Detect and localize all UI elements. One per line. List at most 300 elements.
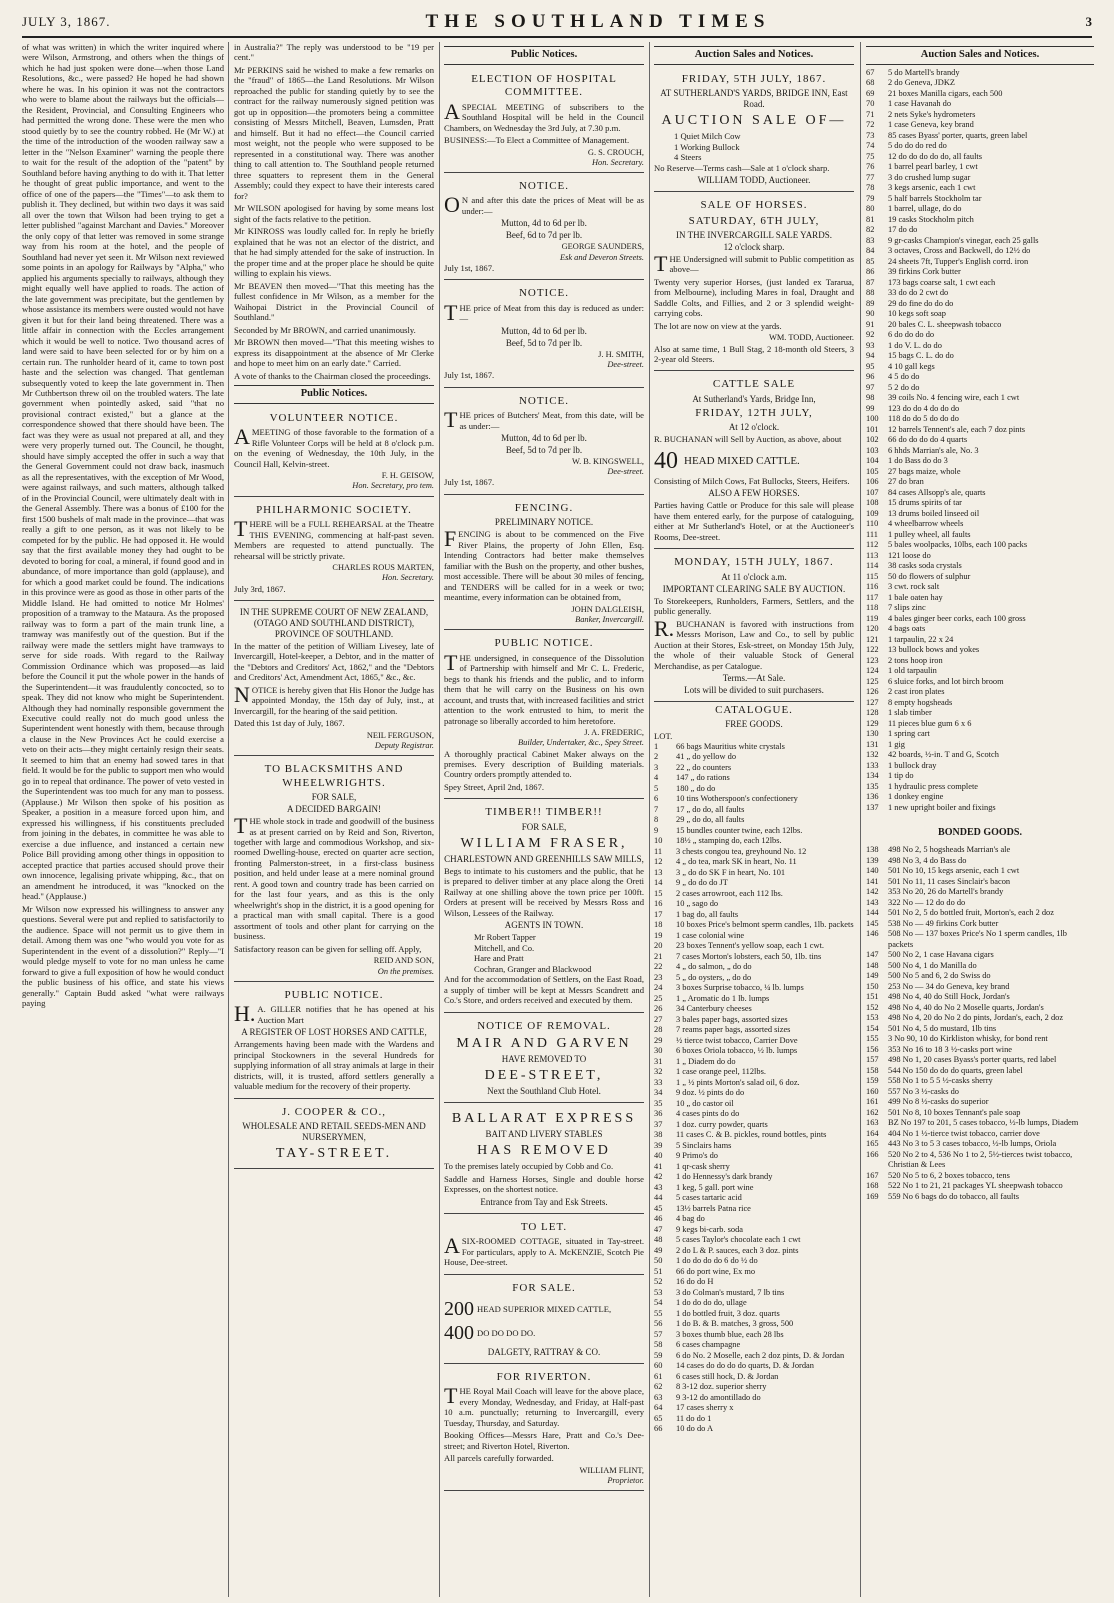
ad-date: July 1st, 1867. — [444, 262, 495, 273]
lot-row — [866, 435, 1094, 446]
ad-date: July 3rd, 1867. — [234, 583, 286, 594]
lot-row — [654, 1256, 854, 1267]
article-paragraph: Mr Wilson now expressed his willingness to answer any questions. Several were put and replied to satisfactorily to the audience. Space will not permit us to give them in detail. Among them was one "who would you vote for as Superintendent in the event of a dissolution?" Reply—"I would pledge myself to vote for no man unless he came forward to give a full exposition of how he would conduct the public business of his office, and state his views generally." Captain Budd asked "what were railways paying — [22, 903, 224, 1009]
lot-description: 520 No 2 to 4, 536 No 1 to 2, 5½-tierces twist tobacco, Christian & Lees — [888, 1149, 1073, 1170]
lot-row — [654, 1004, 854, 1015]
lot-description: 6 cases still hock, D. & Jordan — [676, 1371, 779, 1381]
lot-number: 162 — [866, 1107, 879, 1117]
lot-row — [654, 931, 854, 942]
lot-number: 27 — [654, 1014, 663, 1024]
lot-number: 92 — [866, 330, 875, 340]
lot-description: 5 half barrels Stockholm tar — [888, 193, 982, 203]
lot-number: 129 — [866, 718, 879, 728]
lot-number: 2 — [654, 752, 659, 762]
ad-date: Dated this 1st day of July, 1867. — [234, 718, 345, 729]
lot-description: 1 slab timber — [888, 708, 932, 718]
lot-row — [654, 1267, 854, 1278]
lot-number: 25 — [654, 993, 663, 1003]
lot-row — [654, 889, 854, 900]
lot-row — [866, 330, 1094, 341]
ad-title: ELECTION OF HOSPITAL COMMITTEE. — [471, 72, 617, 99]
lot-number: 99 — [866, 403, 875, 413]
lot-description: 33 do do 2 cwt do — [888, 288, 949, 298]
lot-number: 26 — [654, 1004, 663, 1014]
lot-row — [866, 414, 1094, 425]
ad-body: THE undersigned, in consequence of the Dissolution of Partnership with himself and Mr C. L. Frederic, begs to thank his friends and the public, and to inform them that he will carry on the Business on his own account, and trusts that, with increased facilities and strict attention to the work entrusted to him, to merit the patronage so liberally accorded to him heretofore. — [444, 649, 644, 726]
lot-description: 1 tip do — [888, 771, 914, 781]
lot-number: 40 — [654, 1151, 663, 1161]
lot-row — [866, 635, 1094, 646]
lot-row — [654, 742, 854, 753]
lot-row — [866, 173, 1094, 184]
lot-description: 11 cases C. & B. pickles, round bottles, pints — [676, 1130, 827, 1140]
lot-number: 17 — [654, 909, 663, 919]
lot-description: 9 doz. ½ pints do do — [676, 1088, 745, 1098]
ad-body: THE prices of Butchers' Meat, from this date, will be as under:— — [444, 407, 644, 433]
ad-title: PHILHARMONIC SOCIETY. — [256, 503, 412, 516]
lot-description: 13½ barrels Patna rice — [676, 1203, 751, 1213]
lot-number: 69 — [866, 88, 875, 98]
lot-row — [866, 1181, 1094, 1192]
lot-description: 24 sheets 7ft, Tupper's English corrd. iron — [888, 256, 1029, 266]
lot-row — [866, 278, 1094, 289]
lot-description: 118 do do 5 do do do — [888, 414, 959, 424]
ad-body: Parties having Cattle or Produce for this sale will please have them entered early, for the purpose of cataloguing, either at Mr Sutherland's Hotel, or at the Auctioneer's Rooms, Dee-street. — [654, 500, 854, 542]
lot-number: 68 — [866, 78, 875, 88]
lot-description: 66 bags Mauritius white crystals — [676, 741, 785, 751]
lot-number: 50 — [654, 1256, 663, 1266]
ad-signature: F. H. GEISOW, — [381, 471, 434, 481]
lot-row — [654, 1025, 854, 1036]
lot-number: 75 — [866, 151, 875, 161]
lot-row — [866, 341, 1094, 352]
lot-row — [866, 1087, 1094, 1098]
lot-row — [866, 603, 1094, 614]
lot-row — [654, 794, 854, 805]
lot-number: 32 — [654, 1067, 663, 1077]
lot-number: 63 — [654, 1392, 663, 1402]
lot-number: 135 — [866, 781, 879, 791]
lot-row — [866, 404, 1094, 415]
ad-body: Twenty very superior Horses, (just landed ex Tararua, from Melbourne), including Mares in foal, Draught and Saddle Colts, and Fillies, and 2 or 3 splendid weight-carrying cobs. — [654, 276, 854, 319]
lot-description: 5 Sinclairs hams — [676, 1140, 732, 1150]
lot-row — [866, 1024, 1094, 1035]
lot-description: 500 No 2, 1 case Havana cigars — [888, 950, 994, 960]
lot-row — [654, 1036, 854, 1047]
lot-number: 55 — [654, 1308, 663, 1318]
lot-description: 1 spring cart — [888, 729, 930, 739]
lot-description: 3 bales paper bags, assorted sizes — [676, 1014, 788, 1024]
ad-heading: AUCTION SALE OF— — [661, 113, 847, 129]
lot-number: 30 — [654, 1046, 663, 1056]
lot-row — [866, 1108, 1094, 1119]
lot-row — [654, 1015, 854, 1026]
ad-body: THE price of Meat from this day is reduced as under:— — [444, 299, 644, 325]
lot-description: 1 case orange peel, 112lbs. — [676, 1067, 766, 1077]
lot-description: 9 kegs bi-carb. soda — [676, 1224, 743, 1234]
ad-body: The lot are now on view at the yards. — [654, 320, 782, 331]
lot-number: 154 — [866, 1023, 879, 1033]
lot-row — [866, 498, 1094, 509]
lot-row — [866, 845, 1094, 856]
lot-row — [866, 666, 1094, 677]
lot-description: 501 No 4, 5 do mustard, 1lb tins — [888, 1023, 997, 1033]
ad-title: SALE OF HORSES. — [700, 199, 808, 212]
ad-body: Arrangements having been made with the Wardens and principal Stockowners in the several Hundreds for supplying information of all stray animals at large in their districts, will, it is trusted, afford settlers generally a valuable medium for the recovery of their property. — [234, 1039, 434, 1092]
ad-subtitle: CHARLESTOWN AND GREENHILLS SAW MILLS, — [444, 853, 644, 864]
ad-subtitle: FOR SALE, — [521, 821, 567, 832]
lot-number: 20 — [654, 941, 663, 951]
ad-body: R.BUCHANAN is favored with instructions from Messrs Morison, Law and Co., to sell by public Auction at their Stores, Esk-street, on Monday 15th July, the whole of their valuable Stock of General Merchandise, as per Catalogue. — [654, 615, 854, 671]
lot-description: 4 „ do salmon, „ do do — [676, 962, 752, 972]
lot-description: 147 „ do rations — [676, 773, 730, 783]
lot-number: 37 — [654, 1119, 663, 1129]
ad-signature: GEORGE SAUNDERS, — [561, 242, 644, 252]
lot-row — [866, 572, 1094, 583]
lot-description: 557 No 3 ½-casks do — [888, 1086, 959, 1096]
lot-row — [866, 1129, 1094, 1140]
lot-number: 78 — [866, 183, 875, 193]
lot-row — [866, 141, 1094, 152]
lot-number: 48 — [654, 1235, 663, 1245]
lot-description: 522 No 1 to 21, 21 packages YL sheepwash tobacco — [888, 1181, 1063, 1191]
lot-row — [654, 1130, 854, 1141]
lot-row — [866, 898, 1094, 909]
lot-description: 1 hydraulic press complete — [888, 781, 979, 791]
lot-row — [866, 183, 1094, 194]
catalogue-lot-list — [866, 68, 1094, 814]
lot-row — [654, 1235, 854, 1246]
lot-number: 3 — [654, 762, 659, 772]
article-paragraph: in Australia?" The reply was understood to be "19 per cent." — [234, 42, 434, 63]
clearing-sale — [654, 551, 854, 702]
lot-description: 2 do L & P. sauces, each 3 doz. pints — [676, 1245, 799, 1255]
lot-description: 1 pulley wheel, all faults — [888, 529, 971, 539]
lot-description: 4 wheelbarrow wheels — [888, 519, 964, 529]
lot-number: 138 — [866, 845, 879, 855]
lot-number: 35 — [654, 1098, 663, 1108]
ad-signature-role: Proprietor. — [607, 1475, 644, 1485]
lot-description: 4 bales ginger beer corks, each 100 gross — [888, 613, 1026, 623]
lot-description: 1 bullock dray — [888, 760, 937, 770]
lot-description: 12 barrels Tennent's ale, each 7 doz pints — [888, 424, 1026, 434]
lot-number: 52 — [654, 1277, 663, 1287]
lot-number: 42 — [654, 1172, 663, 1182]
lot-number: 86 — [866, 267, 875, 277]
catalogue-lot-list — [654, 742, 854, 1435]
riverton-coach-ad — [444, 1366, 644, 1491]
lot-row — [654, 920, 854, 931]
ad-body: Satisfactory reason can be given for selling off. Apply, — [234, 943, 422, 954]
lot-row — [866, 1139, 1094, 1150]
ad-body: BUSINESS:—To Elect a Committee of Management. — [444, 135, 630, 146]
ad-signature: WILLIAM FLINT, — [579, 1465, 644, 1475]
lot-row — [866, 803, 1094, 814]
ad-body: H.A. GILLER notifies that he has opened at his Auction Mart — [234, 1001, 434, 1027]
item-line: 4 Steers — [674, 152, 702, 163]
bonded-lot-list — [866, 845, 1094, 1202]
lot-description: 1 new upright boiler and fixings — [888, 802, 996, 812]
lot-number: 141 — [866, 876, 879, 886]
lot-number: 161 — [866, 1097, 879, 1107]
ad-subtitle: Terms.—At Sale. — [722, 673, 786, 684]
lot-description: 1 do Hennessy's dark brandy — [676, 1172, 773, 1182]
lot-row — [866, 78, 1094, 89]
lot-row — [654, 983, 854, 994]
lot-number: 147 — [866, 950, 879, 960]
removal-notice — [444, 1015, 644, 1104]
lot-description: 9 Primo's do — [676, 1151, 718, 1161]
ad-body: THERE will be a FULL REHEARSAL at the Theatre THIS EVENING, commencing at half-past seven. Members are requested to attend punctually. The rehearsal will be strictly private. — [234, 516, 434, 561]
lot-number: 80 — [866, 204, 875, 214]
lot-description: 5 „ do oysters, „ do do — [676, 972, 752, 982]
lot-number: 44 — [654, 1193, 663, 1203]
lot-number: 145 — [866, 918, 879, 928]
lot-description: 1 tarpaulin, 22 x 24 — [888, 634, 954, 644]
lot-number: 108 — [866, 498, 879, 508]
lot-row — [866, 1055, 1094, 1066]
meat-notice-kingswell — [444, 390, 644, 495]
lot-row — [866, 509, 1094, 520]
lot-description: 1 „ ½ pints Morton's salad oil, 6 doz. — [676, 1077, 800, 1087]
lot-description: 1 barrel pearl barley, 1 cwt — [888, 162, 978, 172]
ad-signature: W. B. KINGSWELL, — [571, 456, 644, 466]
ad-body: A thoroughly practical Cabinet Maker always on the premises. Every description of Building materials. Country orders promptly attended to. — [444, 748, 644, 780]
lot-row — [654, 910, 854, 921]
lot-row — [654, 941, 854, 952]
ad-date: FRIDAY, 12TH JULY, — [695, 406, 813, 419]
lot-number: 139 — [866, 855, 879, 865]
section-heading: Public Notices. — [234, 385, 434, 404]
lot-row — [654, 1162, 854, 1173]
lot-description: 6 boxes Oriola tobacco, ½ lb. lumps — [676, 1046, 798, 1056]
column-divider — [228, 42, 229, 1597]
lot-row — [866, 383, 1094, 394]
cooper-ad — [234, 1101, 434, 1169]
lot-description: 23 boxes Tennent's yellow soap, each 1 cwt. — [676, 941, 824, 951]
ad-title: CATTLE SALE — [712, 378, 796, 391]
lot-number: 83 — [866, 235, 875, 245]
lot-description: 353 No 16 to 18 3 ½-casks port wine — [888, 1044, 1012, 1054]
ad-body: FENCING is about to be commenced on the Five River Plains, the property of John Ellen, Esq. Intending Contractors had better make themselves familiar with the Bush on the property, and other bushes, most accessible. There will be about 30 miles of fencing, and TENDERS will be called for in a week or two; meantime, every information can be obtained from, — [444, 526, 644, 603]
lot-row — [866, 1034, 1094, 1045]
lot-row — [866, 624, 1094, 635]
sale-line — [444, 1297, 644, 1321]
lot-row — [866, 351, 1094, 362]
lot-number: 88 — [866, 288, 875, 298]
lot-row — [866, 551, 1094, 562]
lot-number: 15 — [654, 888, 663, 898]
ad-body: Begs to intimate to his customers and the public, that he is prepared to deliver timber at any place along the Oreti Railway at one shilling above the town price per 100ft. Orders at present will be received by Messrs Ross and Wilson, Lessees of the Railway. — [444, 865, 644, 918]
lot-description: 9 „ do do do JT — [676, 878, 728, 888]
lot-row — [866, 288, 1094, 299]
lot-number: 6 — [654, 794, 659, 804]
lot-row — [866, 1192, 1094, 1203]
meat-notice-saunders — [444, 175, 644, 280]
lot-row — [654, 952, 854, 963]
ad-title: MONDAY, 15TH JULY, 1867. — [674, 556, 834, 569]
public-notice-giller — [234, 984, 434, 1099]
lot-number: 109 — [866, 508, 879, 518]
lot-number: 64 — [654, 1403, 663, 1413]
lot-row — [654, 1403, 854, 1414]
lot-description: 3 boxes thumb blue, each 28 lbs — [676, 1329, 784, 1339]
ad-subtitle: AT SUTHERLAND'S YARDS, BRIDGE INN, East Road. — [660, 88, 848, 110]
lot-number: 61 — [654, 1371, 663, 1381]
lot-row — [866, 89, 1094, 100]
lot-row — [866, 782, 1094, 793]
lot-description: 3 chests congou tea, greyhound No. 12 — [676, 846, 807, 856]
lot-number: 100 — [866, 414, 879, 424]
lot-row — [654, 1351, 854, 1362]
lot-number: 38 — [654, 1130, 663, 1140]
lot-number: 74 — [866, 141, 875, 151]
lot-row — [654, 899, 854, 910]
ad-subtitle: A DECIDED BARGAIN! — [287, 804, 381, 815]
ad-name: MAIR AND GARVEN — [456, 1036, 632, 1052]
lot-number: 95 — [866, 361, 875, 371]
lot-description: 253 No — 34 do Geneva, key brand — [888, 981, 1010, 991]
lot-description: 17 cases sherry x — [676, 1403, 734, 1413]
hospital-notice — [444, 68, 644, 173]
ad-body: Booking Offices—Messrs Hare, Pratt and Co.'s Dee-street; and Riverton Hotel, Riverton. — [444, 1430, 644, 1451]
lot-row — [654, 1414, 854, 1425]
lot-row — [654, 1204, 854, 1215]
item-line: 1 Quiet Milch Cow — [674, 131, 741, 142]
lot-description: 1 „ Aromatic do 1 lb. lumps — [676, 993, 770, 1003]
lot-row — [866, 257, 1094, 268]
ad-body: No Reserve—Terms cash—Sale at 1 o'clock sharp. — [654, 162, 830, 173]
lot-number: 65 — [654, 1413, 663, 1423]
lot-number: 70 — [866, 99, 875, 109]
ad-body: To the premises lately occupied by Cobb and Co. — [444, 1161, 614, 1172]
lot-row — [654, 1246, 854, 1257]
lot-row — [866, 477, 1094, 488]
lot-description: 500 No 4, 1 do Manilla do — [888, 960, 977, 970]
lot-row — [866, 982, 1094, 993]
lot-description: 3 kegs arsenic, each 1 cwt — [888, 183, 976, 193]
lot-number: 110 — [866, 519, 879, 529]
lot-row — [866, 152, 1094, 163]
lot-number: 113 — [866, 550, 879, 560]
lot-row — [866, 950, 1094, 961]
lot-description: 322 No — 12 do do do — [888, 897, 966, 907]
meat-notice-smith — [444, 282, 644, 387]
lot-description: 500 No 5 and 6, 2 do Swiss do — [888, 971, 991, 981]
ad-subtitle: IN THE INVERCARGILL SALE YARDS. — [676, 229, 832, 240]
lot-description: 13 bullock bows and yokes — [888, 645, 980, 655]
article-paragraph: of what was written) in which the writer inquired where were Wilson, Armstrong, and others when the things of which he had just spoken were done—when those Land Resolutions, &c., were passed? He hoped he had shown where he was. In his opinion it was not the contractors who were to blame about the railways but the officials—the Resident, Provincial, and Consulting Engineers who had permitted the wrong done. These were the men who stood quietly by to see the country robbed. He (Mr W.) at the time of the introduction of the wooden railway saw a letter in the "Nelson Examiner" warning the people there to wait for the result of the adoption of the "patent" by Southland before having anything to do with it. That letter he thought of great public importance, and went to the office of one of the papers—the "Times"—to ask them to publish it. They declined, but within two days it was said all over the town that Wilson had been trying to get a letter published "against Marchant and Davies." Moreover the only copy of that letter was removed in some strange way from his room at the hotel, and the people of Southland had never yet seen it. Mr Wilson next reviewed some points in an apology for Railways by "Alpha," who applied his arguments specially to railways, although they might equally well have applied to roads. The action of the late government was precipitate, but the gentlemen by whose assistance its members were ousted would not have given it but for their land being threatened. There was a little affair in connection with the Eccles arrangement which it would be well to notice. Two thousand acres of land were said to have been selected for or by him on a certain run. The runholder heard of it, came to town post haste and the selection was changed. That gentleman subsequently voted to keep the late government in. Then Mr Cuthbertson threw oil on the troubled waters. The late government when pointedly asked, said "that no provisional contract existed," but a glance at the correspondence showed that there should have been. The fact was they were as usual not prepared at all, and they were very properly turned out. The Council, he thought, should have simply accepted the offer in such a way that the General Government could not draw back, inasmuch as all the representatives, with the exception of Mr Wood, were against railways, and such matters, although talked of in the Provincial Council, were ultimately dealt with in the General Assembly. There was a bonus of £100 for the first 1500 bushels of malt made in the province—that was really a gift to one person, as it was not likely to be competed for by the public. He had opposed it. He would say that the first available money they had ought to be devoted to boring for coal, a mineral, if found good and in abundance, of more importance than gold (applause), and for which a good market could be found. The indications in this province were as good as those in other parts of the Middle Island. He had omitted to notice Mr Holmes' proposition of a tramway to the Mataura. As the proposed railway was to form a part of the main trunk line, a tramway was manifestly out of the question. But if the railway were made the settlers might have tramways to serve for side roads. With regard to the Railway Commission Ordinance which was proposed—as laid before the Council it put the whole power in the hands of the Superintendent—it was fraudulently concocted, so to speak. They did not know who might be Superintendent. Although they had nominally responsible government the Executive could really not do much good unless the Superintendent went honestly with them, because through a clause in the New Provinces Act he could exercise a veto on their acts—they might certainly resign their seats. It seemed to him that an enemy had sowed tares in that field. It would be for the public to support men who would go in to repeal that ordinance. The power of veto vested in the Superintendent was too much for any man to possess. (Applause.) Mr Wilson then spoke of his position as Speaker, a position in a measure forced upon him, and expressed his willingness, if his constituents precluded from joining in the debates, in committee he was able to exercise a due influence, and instanced a certain new Police Bill providing among other things in opposition to accepted practice that parties accused should prove their own innocence, legalising private whipping, &c., that on an amendment he introduced, it was "knocked on the head." (Applause.) — [22, 42, 224, 902]
lot-description: 10 tins Wotherspoon's confectionery — [676, 794, 798, 804]
lot-row — [654, 1088, 854, 1099]
lot-row — [654, 836, 854, 847]
lot-number: 58 — [654, 1340, 663, 1350]
lot-row — [654, 1046, 854, 1057]
ad-title: PUBLIC NOTICE. — [284, 988, 384, 1001]
lot-number: 47 — [654, 1224, 663, 1234]
lot-number: 156 — [866, 1044, 879, 1054]
lot-row — [866, 614, 1094, 625]
ad-subtitle: Entrance from Tay and Esk Streets. — [480, 1196, 608, 1207]
lot-number: 91 — [866, 319, 875, 329]
lot-description: 5 bales woolpacks, 10lbs, each 100 packs — [888, 540, 1028, 550]
price-line: Mutton, 4d to 6d per lb. — [501, 218, 587, 229]
lot-number: 53 — [654, 1287, 663, 1297]
lot-description: 29 do fine do do do — [888, 298, 954, 308]
lot-row — [866, 1045, 1094, 1056]
lot-row — [866, 719, 1094, 730]
lot-row — [654, 1298, 854, 1309]
lot-description: 12 do do do do do, all faults — [888, 151, 982, 161]
lot-description: 5 cases tartaric acid — [676, 1193, 742, 1203]
lot-number: 16 — [654, 899, 663, 909]
lot-description: 19 casks Stockholm pitch — [888, 214, 974, 224]
ad-subtitle: AGENTS IN TOWN. — [504, 920, 584, 931]
lot-number: 39 — [654, 1140, 663, 1150]
lot-description: 22 „ do counters — [676, 762, 732, 772]
lot-number: 140 — [866, 866, 879, 876]
catalogue-subtitle: FREE GOODS. — [725, 719, 783, 730]
page-number: 3 — [1085, 14, 1092, 29]
lot-description: 2 cast iron plates — [888, 687, 945, 697]
lot-row — [654, 1099, 854, 1110]
lot-number: 152 — [866, 1002, 879, 1012]
lot-row — [866, 110, 1094, 121]
article-paragraph: Mr KINROSS was loudly called for. In reply he briefly explained that he was not an elector of the district, and that he had simply attended for the sake of instruction. In the proper time and at the proper place he should be quite willing to explain his views. — [234, 226, 434, 279]
lot-number: 106 — [866, 477, 879, 487]
lot-row — [654, 1340, 854, 1351]
lot-row — [866, 887, 1094, 898]
ad-signature-role: Hon. Secretary, pro tem. — [352, 481, 434, 491]
ad-title: FOR RIVERTON. — [496, 1370, 592, 1383]
ad-title: NOTICE. — [518, 180, 570, 193]
lot-number: 127 — [866, 697, 879, 707]
lot-row — [654, 1393, 854, 1404]
lot-row — [866, 540, 1094, 551]
lot-description: 501 No 2, 5 do bottled fruit, Morton's, each 2 doz — [888, 908, 1054, 918]
lot-number: 24 — [654, 983, 663, 993]
lot-description: 1 do do do do, ullage — [676, 1298, 747, 1308]
lot-row — [654, 784, 854, 795]
lot-row — [866, 393, 1094, 404]
lot-description: 10 do do A — [676, 1424, 713, 1434]
bonded-goods-title: BONDED GOODS. — [938, 827, 1022, 839]
lot-description: 1 do Bass do do 3 — [888, 456, 948, 466]
lot-number: 137 — [866, 802, 879, 812]
lot-row — [866, 1118, 1094, 1129]
lot-description: 3 do crushed lump sugar — [888, 172, 971, 182]
lot-row — [654, 1319, 854, 1330]
lot-number: 71 — [866, 109, 875, 119]
lot-description: 6 hhds Marrian's ale, No. 3 — [888, 445, 979, 455]
agent-line: Mitchell, and Co. — [474, 942, 535, 953]
ad-body: To Storekeepers, Runholders, Farmers, Settlers, and the public generally. — [654, 595, 854, 617]
ad-street: TAY-STREET. — [275, 1145, 393, 1161]
lot-description: 558 No 1 to 5 5 ½-casks sherry — [888, 1076, 993, 1086]
horse-sale — [654, 194, 854, 371]
lot-number: 66 — [654, 1424, 663, 1434]
lot-description: 538 No — 49 firkins Cork butter — [888, 918, 999, 928]
lot-number: 9 — [654, 825, 659, 835]
ad-signature: NEIL FERGUSON, — [366, 730, 434, 740]
lot-description: 10 boxes Price's belmont sperm candles, 1lb. packets — [676, 920, 854, 930]
lot-description: 559 No 6 bags do do tobacco, all faults — [888, 1191, 1019, 1201]
ad-signature-role: Esk and Deveron Streets. — [559, 252, 644, 262]
ad-matter: In the matter of the petition of William Livesey, late of Invercargill, Hotel-keeper, a Debtor, and in the matter of the "Debtors and Creditors' Act, 1862," and the "Debtors and Creditors' Act, Amendment Act, 1865," &c., &c. — [234, 640, 434, 683]
lot-description: 353 No 20, 26 do Martell's brandy — [888, 887, 1004, 897]
lot-description: 27 bags maize, whole — [888, 466, 961, 476]
lot-row — [866, 99, 1094, 110]
